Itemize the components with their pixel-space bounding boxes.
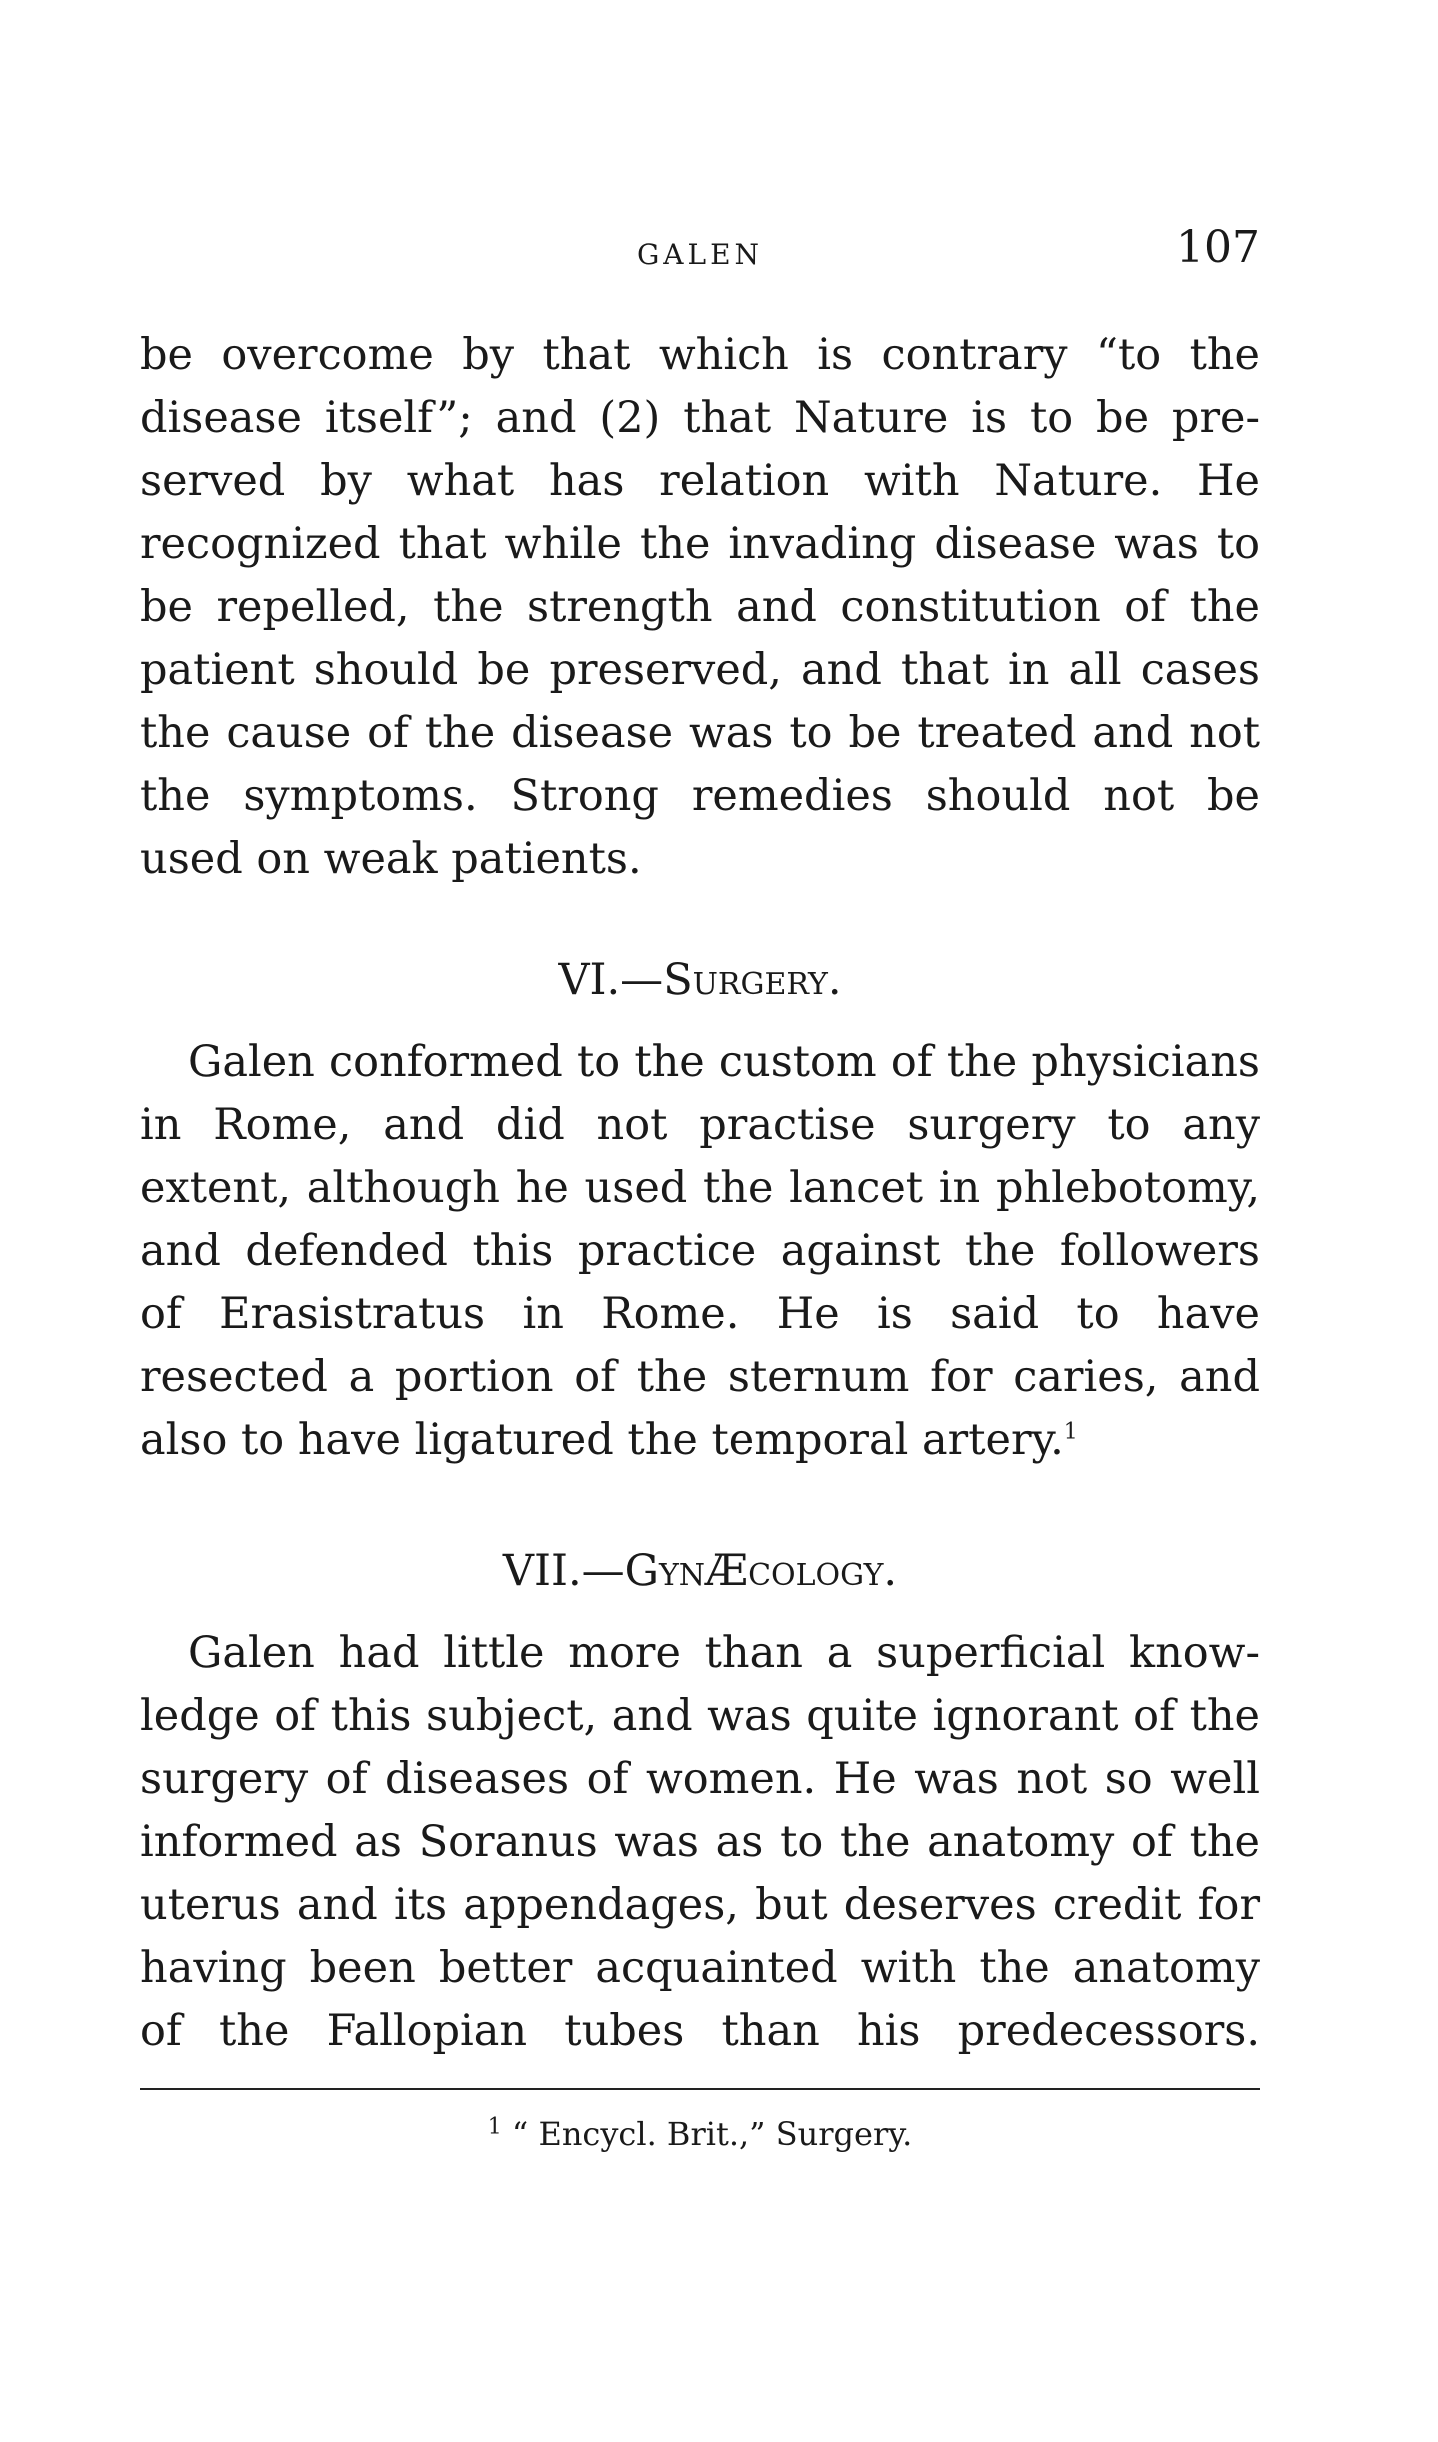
text-line: used on weak patients. bbox=[140, 834, 642, 884]
section-heading-gynaecology bbox=[140, 1541, 1260, 1601]
text-line: served by what has relation with Nature. He bbox=[140, 456, 1260, 506]
text-line: recognized that while the invading disease was to bbox=[140, 519, 1260, 569]
footnote-reference: 1 bbox=[1063, 1419, 1078, 1445]
text-line: Galen had little more than a superficial know- bbox=[188, 1628, 1260, 1678]
section-numeral: VII.— bbox=[502, 1546, 625, 1596]
text-line: ledge of this subject, and was quite ignorant of the bbox=[140, 1691, 1260, 1741]
page-number: 107 bbox=[1176, 222, 1260, 273]
footnote-marker: 1 bbox=[487, 2114, 502, 2140]
running-head bbox=[140, 222, 1260, 282]
running-title: GALEN bbox=[636, 238, 764, 271]
text-line: be repelled, the strength and constitution of the bbox=[140, 582, 1260, 632]
section-title: Surgery. bbox=[663, 955, 842, 1005]
paragraph-gynaecology bbox=[140, 1622, 1260, 2063]
text-line: the cause of the disease was to be treated and not bbox=[140, 708, 1260, 758]
text-line: surgery of diseases of women. He was not so well bbox=[140, 1754, 1260, 1804]
section-numeral: VI.— bbox=[558, 955, 664, 1005]
footnote-text: “ Encycl. Brit.,” Surgery. bbox=[511, 2115, 913, 2153]
text-line: the symptoms. Strong remedies should not be bbox=[140, 771, 1260, 821]
text-line: Galen conformed to the custom of the physicians bbox=[188, 1037, 1260, 1087]
text-line: of the Fallopian tubes than his predecessors. bbox=[140, 2006, 1260, 2056]
text-line: resected a portion of the sternum for caries, and bbox=[140, 1352, 1260, 1402]
paragraph-surgery bbox=[140, 1031, 1260, 1472]
text-line: patient should be preserved, and that in all cases bbox=[140, 645, 1260, 695]
text-line: in Rome, and did not practise surgery to any bbox=[140, 1100, 1260, 1150]
text-line-content: also to have ligatured the temporal artery. bbox=[140, 1415, 1064, 1465]
text-line: having been better acquainted with the anatomy bbox=[140, 1943, 1260, 1993]
text-line: and defended this practice against the followers bbox=[140, 1226, 1260, 1276]
section-heading-surgery bbox=[140, 950, 1260, 1010]
section-title: GynÆcology. bbox=[624, 1546, 898, 1596]
paragraph-continuation bbox=[140, 324, 1260, 891]
text-line: informed as Soranus was as to the anatomy of the bbox=[140, 1817, 1260, 1867]
text-line: disease itself”; and (2) that Nature is to be pre- bbox=[140, 393, 1260, 443]
text-line bbox=[140, 1409, 1260, 1472]
book-page bbox=[140, 0, 1260, 2442]
text-line: uterus and its appendages, but deserves credit for bbox=[140, 1880, 1260, 1930]
text-line: extent, although he used the lancet in phlebotomy, bbox=[140, 1163, 1260, 1213]
footnote-divider bbox=[140, 2088, 1260, 2090]
footnote bbox=[140, 2112, 1260, 2156]
text-line: of Erasistratus in Rome. He is said to have bbox=[140, 1289, 1260, 1339]
text-line: be overcome by that which is contrary “to the bbox=[140, 330, 1260, 380]
